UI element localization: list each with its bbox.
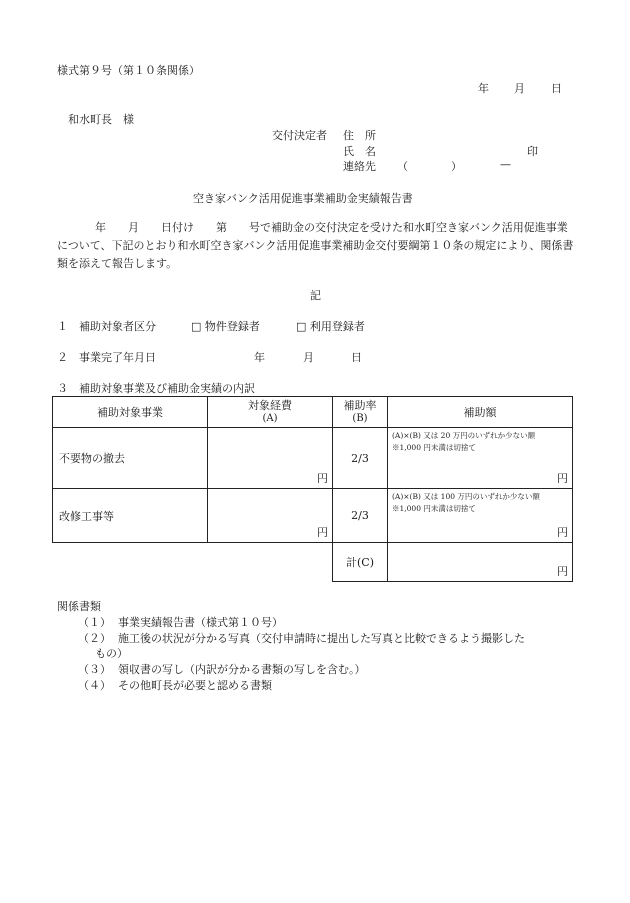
cost-cell-removal[interactable] [208, 428, 333, 489]
amount-notes [392, 491, 540, 515]
yen-unit: 円 [557, 526, 568, 539]
related-docs-heading: 関係書類 [57, 600, 101, 613]
table-row [53, 428, 573, 489]
related-doc-text-2: 施工後の状況が分かる写真（交付申請時に提出した写真と比較できるよう撮影した [118, 632, 525, 645]
header-rate [333, 397, 388, 428]
date-day-label: 日 [551, 82, 562, 95]
breakdown-table [52, 396, 573, 582]
row-project-renovation: 改修工事等 [53, 489, 208, 543]
table-row [53, 489, 573, 543]
amount-notes [392, 430, 535, 454]
seal-mark: 印 [527, 145, 538, 158]
name-label: 氏 名 [343, 145, 376, 158]
ki-label: 記 [310, 289, 321, 302]
yen-unit: 円 [317, 472, 328, 485]
header-cost-label: 対象経費 [248, 399, 292, 412]
rounding-note: ※1,000 円未満は切捨て [392, 443, 476, 452]
header-rate-label: 補助率 [343, 399, 377, 412]
amount-cell-renovation[interactable] [388, 489, 573, 543]
empty-cell [53, 543, 208, 582]
option-user-registrant[interactable]: □ 利用登録者 [296, 320, 365, 333]
related-doc-text-2-cont: もの） [95, 647, 128, 660]
body-text: 補助金の交付決定を受けた和水町空き家バンク活用促進事業について、下記のとおり和水町空き家バンク活用促進事業補助金交付要綱第１０条の規定により、関係書類を添えて報告します。 [57, 221, 574, 270]
contact-label: 連絡先 [343, 160, 376, 173]
applicant-role-label: 交付決定者 [272, 129, 327, 142]
total-label: 計(C) [333, 543, 388, 582]
yen-unit: 円 [317, 526, 328, 539]
related-doc-text-1: 事業実績報告書（様式第１０号） [118, 616, 283, 629]
rate-cell-removal: 2/3 [333, 428, 388, 489]
body-paragraph [57, 219, 575, 273]
date-year-label: 年 [478, 82, 489, 95]
related-doc-num-1: （１） [78, 616, 111, 629]
yen-unit: 円 [557, 472, 568, 485]
address-label: 住 所 [343, 129, 376, 142]
table-header-row [53, 397, 573, 428]
option-property-registrant[interactable]: □ 物件登録者 [191, 320, 260, 333]
rounding-note: ※1,000 円未満は切捨て [392, 504, 476, 513]
cost-cell-renovation[interactable] [208, 489, 333, 543]
body-date-placeholders: 年 月 日付け 第 号で [95, 221, 271, 234]
contact-open-paren: （ [397, 160, 408, 173]
empty-cell [208, 543, 333, 582]
completion-month-label: 月 [303, 351, 314, 364]
related-doc-text-4: その他町長が必要と認める書類 [118, 679, 272, 692]
table-total-row [53, 543, 573, 582]
completion-year-label: 年 [254, 351, 265, 364]
header-cost [208, 397, 333, 428]
item2-label: ２ 事業完了年月日 [57, 351, 156, 364]
item1-label: １ 補助対象者区分 [57, 320, 156, 333]
header-cost-sub: (A) [262, 413, 278, 424]
amount-rule-note: (A)×(B) 又は 20 万円のいずれか少ない額 [392, 431, 536, 440]
amount-cell-removal[interactable] [388, 428, 573, 489]
amount-rule-note: (A)×(B) 又は 100 万円のいずれか少ない額 [392, 492, 540, 501]
contact-close-paren: ） [451, 160, 462, 173]
related-doc-text-3: 領収書の写し（内訳が分かる書類の写しを含む。） [118, 663, 366, 676]
header-project: 補助対象事業 [53, 397, 208, 428]
related-doc-num-3: （３） [78, 663, 111, 676]
yen-unit: 円 [557, 565, 568, 578]
document-title: 空き家バンク活用促進事業補助金実績報告書 [193, 192, 413, 205]
related-doc-num-4: （４） [78, 679, 111, 692]
completion-day-label: 日 [351, 351, 362, 364]
total-amount-cell[interactable] [388, 543, 573, 582]
addressee: 和水町長 様 [68, 113, 134, 126]
rate-cell-renovation: 2/3 [333, 489, 388, 543]
header-rate-sub: (B) [352, 413, 368, 424]
related-doc-num-2: （２） [78, 632, 111, 645]
row-project-removal: 不要物の撤去 [53, 428, 208, 489]
contact-dash: — [500, 158, 511, 171]
date-month-label: 月 [514, 82, 525, 95]
header-amount: 補助額 [388, 397, 573, 428]
item3-label: ３ 補助対象事業及び補助金実績の内訳 [57, 382, 255, 395]
form-number: 様式第９号（第１０条関係） [57, 64, 200, 77]
